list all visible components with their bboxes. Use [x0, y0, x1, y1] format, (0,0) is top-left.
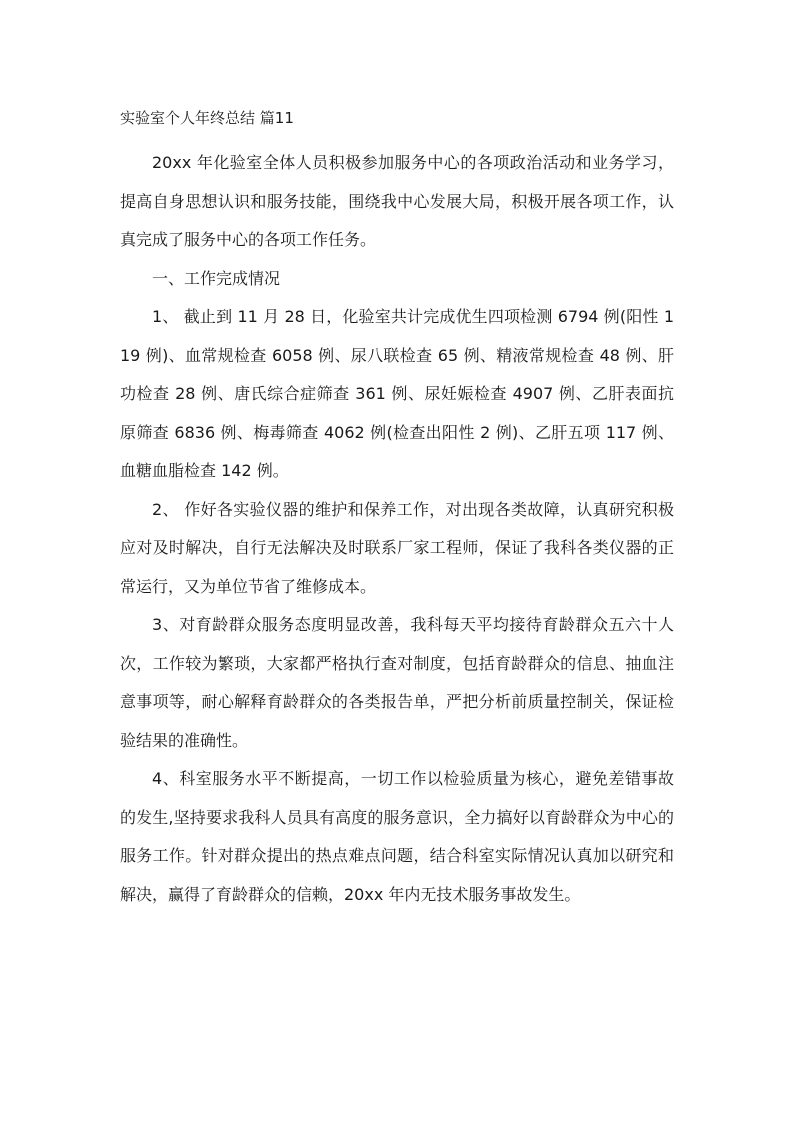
item-4-paragraph: 4、科室服务水平不断提高，一切工作以检验质量为核心，避免差错事故的发生,坚持要求我科人员具有高度的服务意识，全力搞好以育龄群众为中心的服务工作。针对群众提出的热点难点问题，结合科室实际情况认真加以研究和解决，赢得了育龄群众的信赖，20xx 年内无技术服务事故发生。 — [120, 769, 674, 904]
document-body — [120, 144, 674, 914]
item-2-paragraph: 2、 作好各实验仪器的维护和保养工作，对出现各类故障，认真研究积极应对及时解决，自行无法解决及时联系厂家工程师，保证了我科各类仪器的正常运行，又为单位节省了维修成本。 — [120, 499, 674, 596]
intro-paragraph: 20xx 年化验室全体人员积极参加服务中心的各项政治活动和业务学习，提高自身思想认识和服务技能，围绕我中心发展大局，积极开展各项工作，认真完成了服务中心的各项工作任务。 — [120, 153, 674, 249]
item-3-paragraph: 3、对育龄群众服务态度明显改善，我科每天平均接待育龄群众五六十人次，工作较为繁琐，大家都严格执行查对制度，包括育龄群众的信息、抽血注意事项等，耐心解释育龄群众的各类报告单，严把分析前质量控制关，保证检验结果的准确性。 — [120, 615, 674, 750]
item-1-paragraph: 1、 截止到 11 月 28 日，化验室共计完成优生四项检测 6794 例(阳性 119 例)、血常规检查 6058 例、尿八联检查 65 例、精液常规检查 48 例、肝功检查 28 例、唐氏综合症筛查 361 例、尿妊娠检查 4907 例、乙肝表面抗原筛查 6836 例、梅毒筛查 4062 例(检查出阳性 2 例)、乙肝五项 117 例、血糖血脂检查 142 例。 — [120, 307, 674, 480]
section-heading: 一、工作完成情况 — [152, 268, 281, 288]
document-title: 实验室个人年终总结 篇11 — [120, 109, 294, 127]
